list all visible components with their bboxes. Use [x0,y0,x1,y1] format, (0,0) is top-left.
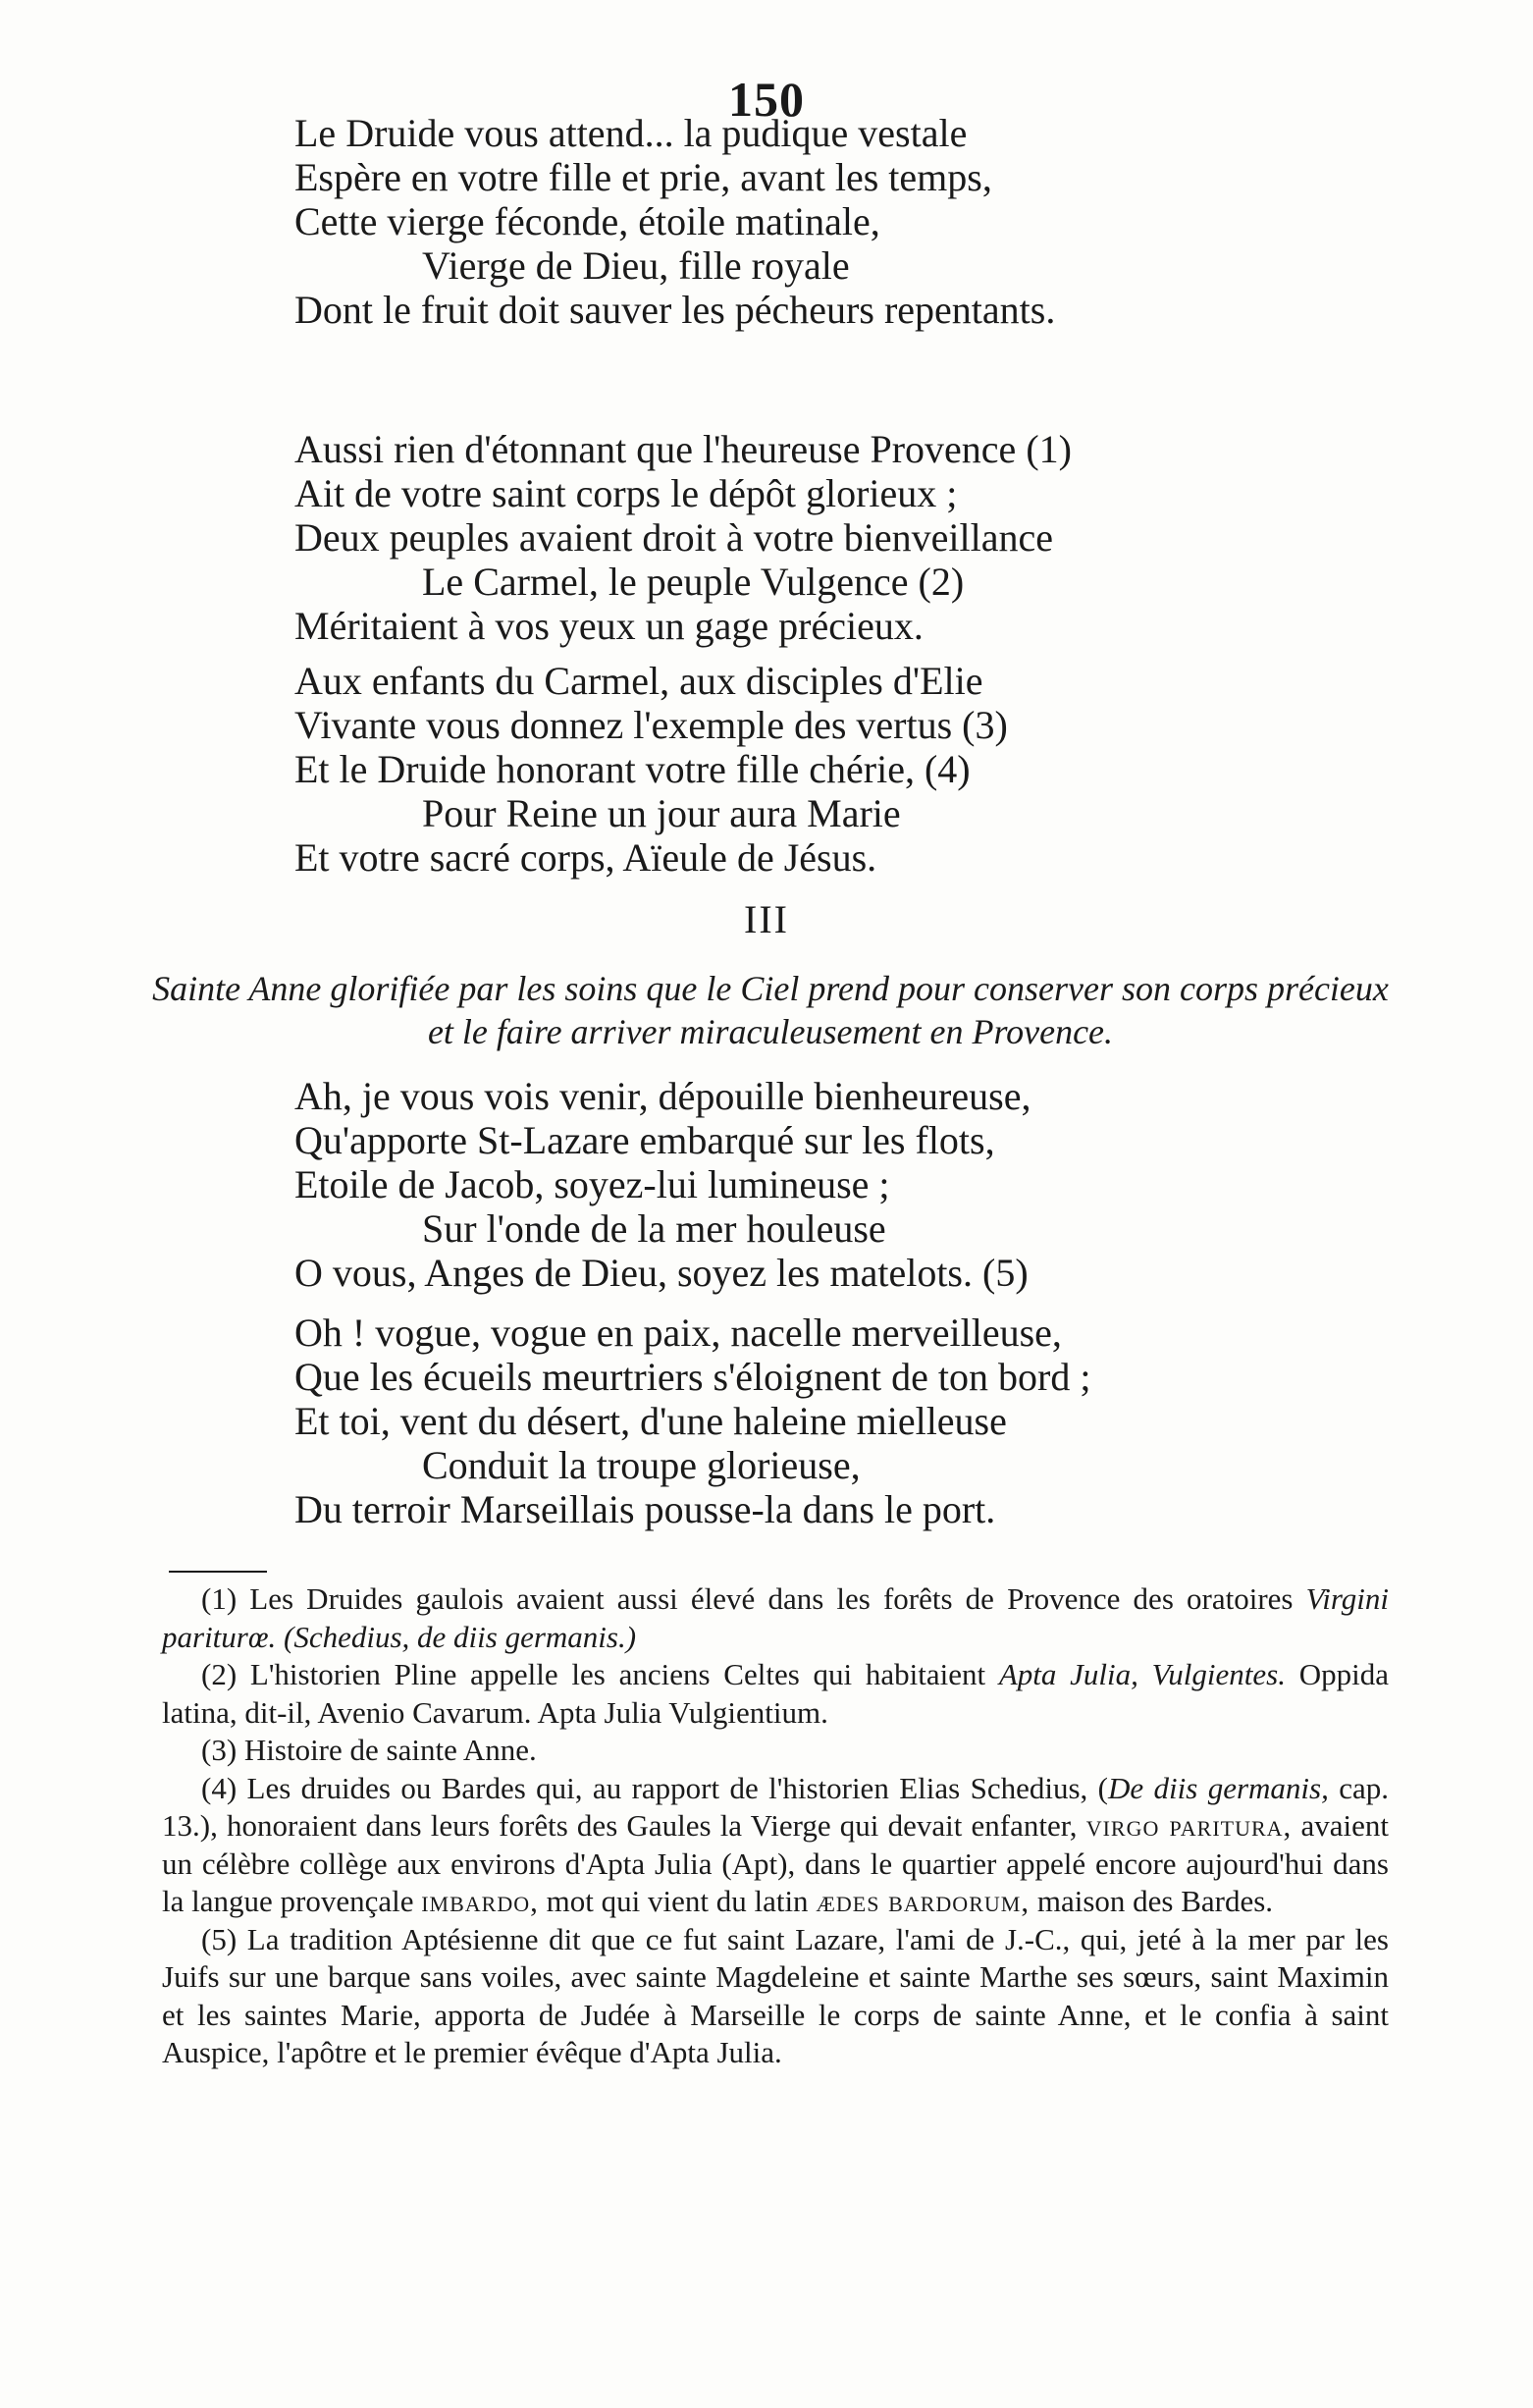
stanza-5 [294,1311,1374,1531]
verse-line: Qu'apporte St-Lazare embarqué sur les flots, [294,1118,995,1162]
page-number: 150 [728,72,805,127]
footnote-smallcaps: virgo paritura, [1085,1808,1293,1843]
verse-line: Ah, je vous vois venir, dépouille bienheureuse, [294,1074,1031,1118]
footnote-text: mot qui vient du latin [538,1884,817,1918]
verse-line: Deux peuples avaient droit à votre bienveillance [294,515,1054,560]
footnote-5 [162,1921,1389,2072]
verse-line: O vous, Anges de Dieu, soyez les matelots. (5) [294,1251,1029,1295]
footnote-italic: Apta Julia, Vulgientes. [998,1657,1286,1691]
verse-line: Cette vierge féconde, étoile matinale, [294,199,880,243]
footnote-text: (4) Les druides ou Bardes qui, au rapport de l'historien Elias Schedius, ( [201,1770,1108,1805]
stanza-4 [294,1074,1374,1295]
footnote-2 [162,1656,1389,1732]
footnote-3 [162,1732,1389,1770]
footnote-text [276,1620,284,1654]
footnote-text: avaient un célèbre collège aux environs d'Apta Julia (Apt), dans le quartier appelé encore aujourd'hui dans la langue provençale [162,1808,1389,1918]
footnote-italic: Virgini pariturœ. [162,1581,1389,1654]
stanza-1 [294,111,1374,332]
verse-line: Et toi, vent du désert, d'une haleine mielleuse [294,1399,1007,1443]
verse-line: Et le Druide honorant votre fille chérie, (4) [294,747,971,791]
verse-line: Que les écueils meurtriers s'éloignent de ton bord ; [294,1355,1091,1399]
footnote-text: (2) L'historien Pline appelle les anciens Celtes qui habitaient [201,1657,999,1691]
footnote-4 [162,1770,1389,1921]
footnote-smallcaps: ædes bardorum, [816,1884,1031,1918]
footnote-text: (5) La tradition Aptésienne dit que ce fut saint Lazare, l'ami de J.-C., qui, jeté à la mer par les Juifs sur une barque sans voiles, avec sainte Magdeleine et sainte Marthe ses sœurs, saint Maximin et les saintes Marie, apporta de Judée à Marseille le corps de sainte Anne, et le confia à saint Auspice, l'apôtre et le premier évêque d'Apta Julia. [162,1921,1389,2069]
footnote-text: (3) Histoire de sainte Anne. [201,1733,537,1767]
verse-line-indented: Conduit la troupe glorieuse, [422,1443,861,1487]
verse-line: Du terroir Marseillais pousse-la dans le port. [294,1487,996,1531]
section-title: Sainte Anne glorifiée par les soins que le Ciel prend pour conserver son corps précieux et le faire arriver miraculeusement en Provence. [152,969,1389,1051]
footnote-text: (1) Les Druides gaulois avaient aussi élevé dans les forêts de Provence des oratoires [201,1581,1306,1616]
verse-line-indented: Pour Reine un jour aura Marie [422,791,901,835]
verse-line-indented: Le Carmel, le peuple Vulgence (2) [422,560,965,604]
footnote-italic: (Schedius, de diis germanis.) [284,1619,637,1654]
footnote-italic: De diis germanis, [1107,1770,1329,1805]
verse-line: Aux enfants du Carmel, aux disciples d'Elie [294,659,983,703]
verse-line: Oh ! vogue, vogue en paix, nacelle merveilleuse, [294,1311,1062,1355]
verse-line: Dont le fruit doit sauver les pécheurs repentants. [294,288,1056,332]
verse-line: Le Druide vous attend... la pudique vestale [294,111,968,155]
footnotes [162,1580,1389,2072]
verse-line: Ait de votre saint corps le dépôt glorieux ; [294,471,958,515]
footnote-text: Oppida latina, dit-il, Avenio Cavarum. Apta Julia Vulgientium. [162,1657,1389,1730]
footnote-text: maison des Bardes. [1030,1884,1274,1918]
footnote-text: cap. 13.), honoraient dans leurs forêts des Gaules la Vierge qui devait enfanter, [162,1770,1389,1843]
verse-line-indented: Vierge de Dieu, fille royale [422,243,850,288]
verse-line-indented: Sur l'onde de la mer houleuse [422,1206,886,1251]
footnote-smallcaps: imbardo, [421,1884,539,1918]
section-numeral: III [744,897,789,941]
footnote-rule [169,1571,267,1573]
verse-line: Vivante vous donnez l'exemple des vertus (3) [294,703,1008,747]
verse-line: Aussi rien d'étonnant que l'heureuse Provence (1) [294,427,1072,471]
stanza-3 [294,659,1374,880]
verse-line: Espère en votre fille et prie, avant les temps, [294,155,992,199]
footnote-1 [162,1580,1389,1656]
verse-line: Et votre sacré corps, Aïeule de Jésus. [294,835,877,880]
verse-line: Etoile de Jacob, soyez-lui lumineuse ; [294,1162,890,1206]
verse-line: Méritaient à vos yeux un gage précieux. [294,604,924,648]
stanza-2 [294,427,1374,648]
